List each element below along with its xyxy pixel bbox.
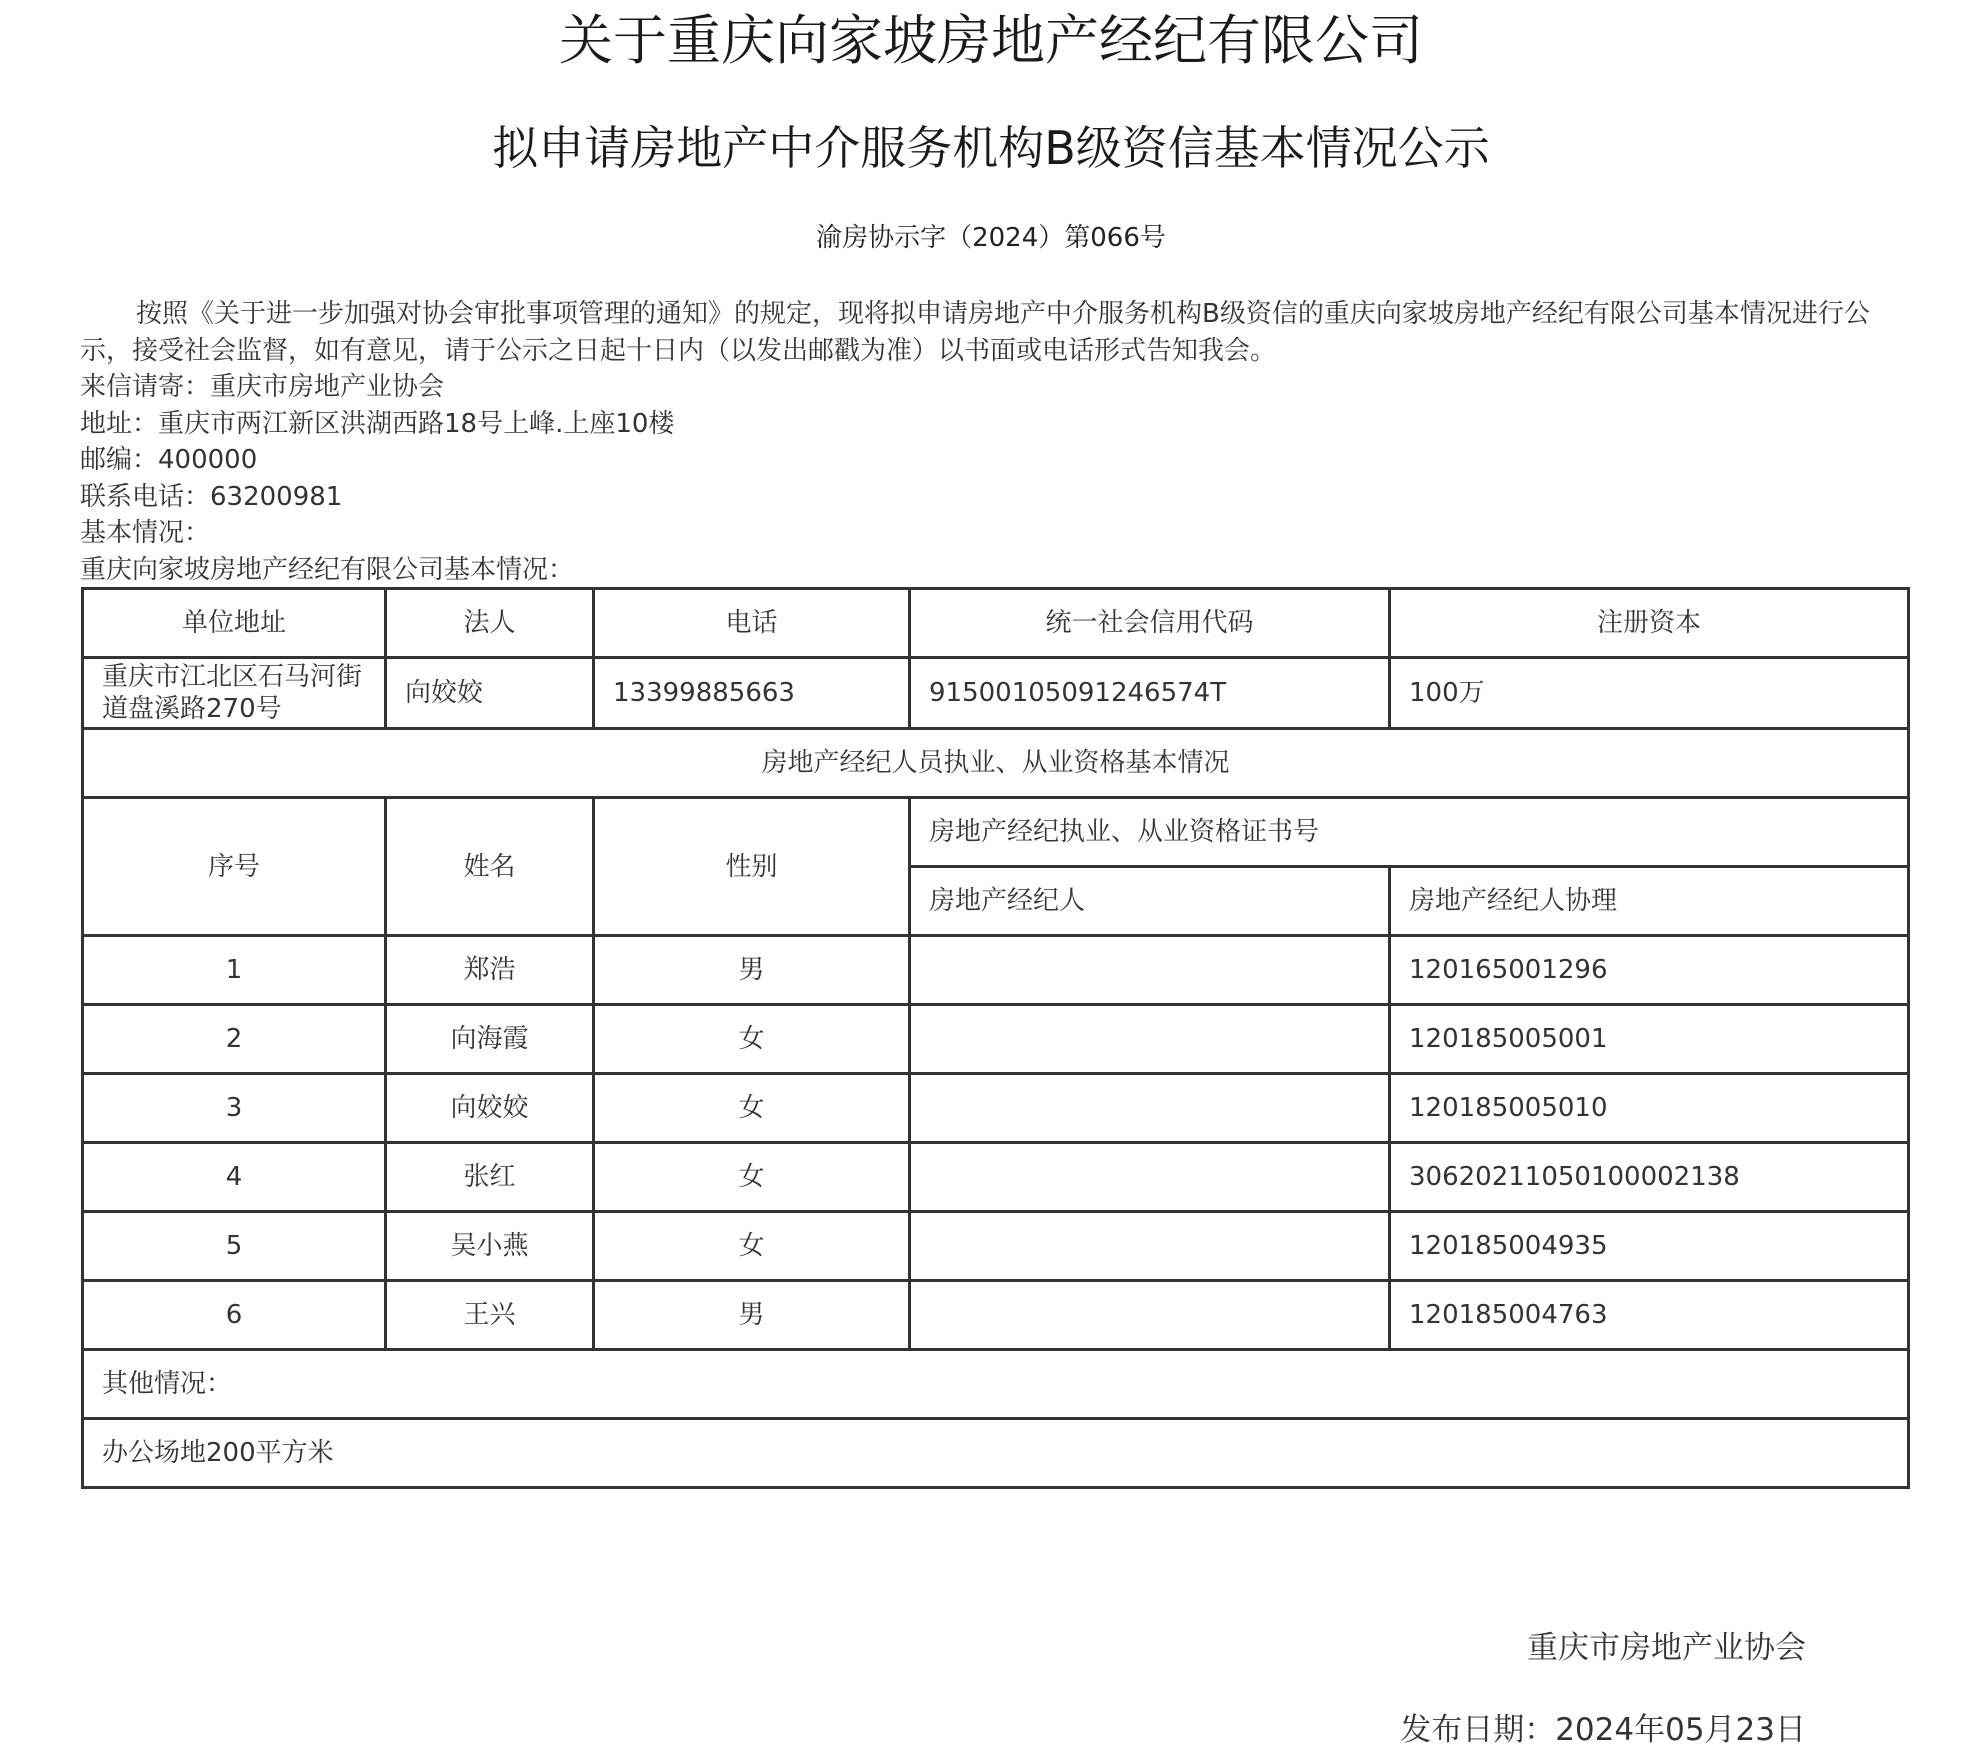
header-capital: 注册资本	[1390, 589, 1909, 658]
staff-agent-cert	[910, 1005, 1390, 1074]
staff-agent-cert	[910, 1074, 1390, 1143]
staff-name: 吴小燕	[386, 1212, 594, 1281]
staff-no: 6	[83, 1281, 386, 1350]
other-info-content: 办公场地200平方米	[83, 1419, 1909, 1488]
header-agent: 房地产经纪人	[910, 867, 1390, 936]
staff-gender: 女	[594, 1143, 910, 1212]
info-table	[81, 587, 1910, 1489]
issuing-organization: 重庆市房地产业协会	[1527, 1630, 1806, 1666]
other-content-row	[83, 1419, 1909, 1488]
intro-paragraph: 按照《关于进一步加强对协会审批事项管理的通知》的规定，现将拟申请房地产中介服务机构B级资信的重庆向家坡房地产经纪有限公司基本情况进行公示，接受社会监督，如有意见，请于公示之日起十日内（以发出邮戳为准）以书面或电话形式告知我会。	[80, 299, 1870, 366]
publish-date: 发布日期：2024年05月23日	[1400, 1712, 1806, 1748]
header-credit-code: 统一社会信用代码	[910, 589, 1390, 658]
staff-gender: 女	[594, 1005, 910, 1074]
header-cert-group: 房地产经纪执业、从业资格证书号	[910, 798, 1909, 867]
staff-no: 4	[83, 1143, 386, 1212]
company-address: 重庆市江北区石马河街道盘溪路270号	[83, 658, 386, 729]
header-phone: 电话	[594, 589, 910, 658]
title-line-1: 关于重庆向家坡房地产经纪有限公司	[559, 9, 1423, 72]
staff-agent-cert	[910, 936, 1390, 1005]
company-credit-code: 91500105091246574T	[910, 658, 1390, 729]
staff-row	[83, 1143, 1909, 1212]
staff-row	[83, 1281, 1909, 1350]
staff-assistant-cert: 120165001296	[1390, 936, 1909, 1005]
header-name: 姓名	[386, 798, 594, 936]
staff-gender: 女	[594, 1212, 910, 1281]
staff-gender: 女	[594, 1074, 910, 1143]
staff-row	[83, 1005, 1909, 1074]
staff-name: 郑浩	[386, 936, 594, 1005]
company-capital: 100万	[1390, 658, 1909, 729]
header-legal-person: 法人	[386, 589, 594, 658]
header-gender: 性别	[594, 798, 910, 936]
postcode-line: 邮编：400000	[80, 445, 258, 475]
staff-row	[83, 936, 1909, 1005]
staff-name: 向姣姣	[386, 1074, 594, 1143]
mail-to-line: 来信请寄：重庆市房地产业协会	[80, 372, 445, 402]
staff-no: 3	[83, 1074, 386, 1143]
document-number: 渝房协示字（2024）第066号	[816, 223, 1166, 253]
company-legal-person: 向姣姣	[386, 658, 594, 729]
staff-row	[83, 1212, 1909, 1281]
staff-assistant-cert: 120185005010	[1390, 1074, 1909, 1143]
staff-section-title: 房地产经纪人员执业、从业资格基本情况	[83, 729, 1909, 798]
header-address: 单位地址	[83, 589, 386, 658]
staff-assistant-cert: 120185005001	[1390, 1005, 1909, 1074]
staff-gender: 男	[594, 936, 910, 1005]
company-data-row	[83, 658, 1909, 729]
title-line-2: 拟申请房地产中介服务机构B级资信基本情况公示	[492, 121, 1490, 175]
address-line: 地址：重庆市两江新区洪湖西路18号上峰.上座10楼	[80, 408, 675, 439]
header-assistant: 房地产经纪人协理	[1390, 867, 1909, 936]
staff-no: 5	[83, 1212, 386, 1281]
staff-name: 向海霞	[386, 1005, 594, 1074]
other-info-label: 其他情况：	[83, 1350, 1909, 1419]
staff-assistant-cert: 120185004935	[1390, 1212, 1909, 1281]
staff-name: 张红	[386, 1143, 594, 1212]
intro-section	[80, 296, 1910, 588]
header-serial-no: 序号	[83, 798, 386, 936]
staff-agent-cert	[910, 1143, 1390, 1212]
staff-agent-cert	[910, 1281, 1390, 1350]
company-header-row	[83, 589, 1909, 658]
staff-row	[83, 1074, 1909, 1143]
staff-no: 1	[83, 936, 386, 1005]
company-phone: 13399885663	[594, 658, 910, 729]
basic-info-label: 基本情况：	[80, 518, 211, 548]
staff-agent-cert	[910, 1212, 1390, 1281]
staff-header-row-1	[83, 798, 1909, 867]
other-label-row	[83, 1350, 1909, 1419]
staff-assistant-cert: 120185004763	[1390, 1281, 1909, 1350]
company-basic-info-label: 重庆向家坡房地产经纪有限公司基本情况：	[80, 554, 575, 585]
staff-name: 王兴	[386, 1281, 594, 1350]
staff-assistant-cert: 30620211050100002138	[1390, 1143, 1909, 1212]
phone-line: 联系电话：63200981	[80, 481, 343, 512]
staff-section-title-row	[83, 729, 1909, 798]
staff-no: 2	[83, 1005, 386, 1074]
staff-gender: 男	[594, 1281, 910, 1350]
